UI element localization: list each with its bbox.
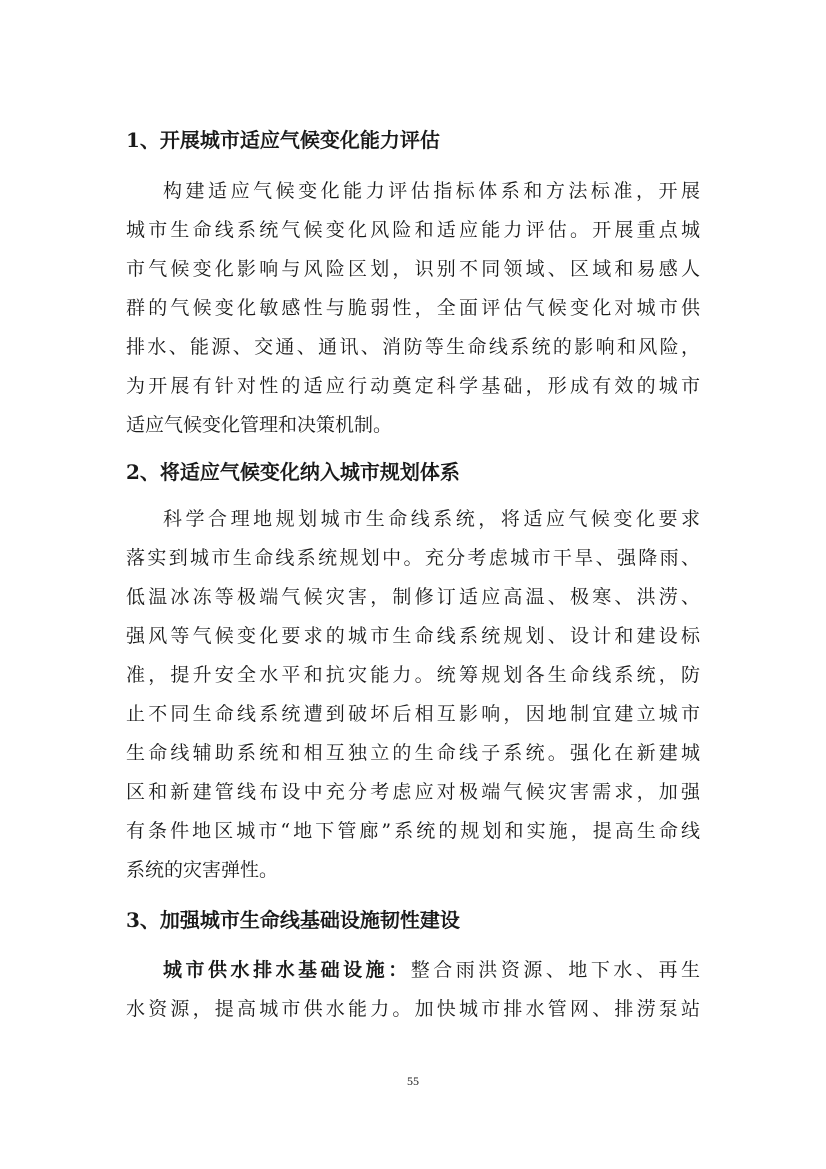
text-line: 水资源，提高城市供水能力。加快城市排水管网、排涝泵站	[126, 998, 700, 1020]
section-2-heading: 2、将适应气候变化纳入城市规划体系	[126, 460, 460, 484]
page-number: 55	[407, 1074, 419, 1088]
text-line: 城市生命线系统气候变化风险和适应能力评估。开展重点城	[126, 219, 700, 241]
text-line: 落实到城市生命线系统规划中。充分考虑城市干旱、强降雨、	[126, 547, 700, 569]
text-line: 适应气候变化管理和决策机制。	[126, 414, 393, 436]
text-line: 科学合理地规划城市生命线系统，将适应气候变化要求	[163, 508, 700, 530]
text-line: 止不同生命线系统遭到破坏后相互影响，因地制宜建立城市	[126, 703, 700, 725]
text-line: 为开展有针对性的适应行动奠定科学基础，形成有效的城市	[126, 375, 700, 397]
section-1-heading: 1、开展城市适应气候变化能力评估	[126, 128, 440, 152]
text-line: 构建适应气候变化能力评估指标体系和方法标准，开展	[163, 180, 700, 202]
text-line: 系统的灾害弹性。	[126, 859, 279, 881]
section-3-heading: 3、加强城市生命线基础设施韧性建设	[126, 908, 460, 932]
text-line	[126, 951, 700, 990]
text-line: 准，提升安全水平和抗灾能力。统筹规划各生命线系统，防	[126, 664, 700, 686]
text-line: 有条件地区城市“地下管廊”系统的规划和实施，提高生命线	[126, 820, 700, 842]
section-3-paragraph	[126, 951, 700, 1029]
bold-lead-term: 城市供水排水基础设施：	[163, 959, 411, 981]
section-2-paragraph	[126, 500, 700, 890]
section-1-paragraph	[126, 172, 700, 445]
text-line: 排水、能源、交通、通讯、消防等生命线系统的影响和风险，	[126, 336, 700, 358]
text-line: 生命线辅助系统和相互独立的生命线子系统。强化在新建城	[126, 742, 700, 764]
lead-text: 整合雨洪资源、地下水、再生	[410, 959, 700, 981]
text-line: 强风等气候变化要求的城市生命线系统规划、设计和建设标	[126, 625, 700, 647]
text-line: 低温冰冻等极端气候灾害，制修订适应高温、极寒、洪涝、	[126, 586, 700, 608]
text-line: 区和新建管线布设中充分考虑应对极端气候灾害需求，加强	[126, 781, 700, 803]
text-line: 群的气候变化敏感性与脆弱性，全面评估气候变化对城市供	[126, 297, 700, 319]
text-line: 市气候变化影响与风险区划，识别不同领域、区域和易感人	[126, 258, 700, 280]
